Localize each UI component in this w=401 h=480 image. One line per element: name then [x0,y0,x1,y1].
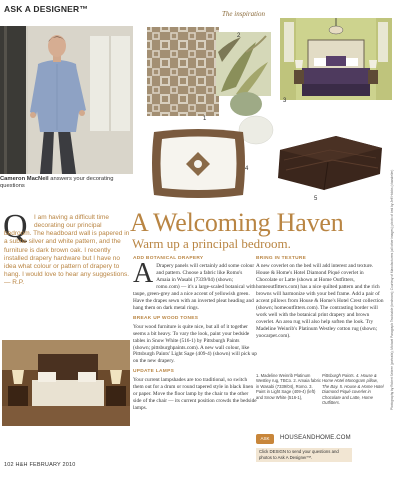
designer-portrait [0,26,133,174]
question-body: bedroom. The headboard wall is papered in a subtle silver and white pattern, and the furniture is dark brown oak. I recently installed drapery hardware but I have no idea what colour or pattern of drapery to hang. I would love to hear any suggestions. — R.P. [4,230,130,286]
website-link[interactable]: HOUSEANDHOME.COM [280,435,351,441]
rug-swatch-image [147,27,219,116]
image-number: 5 [314,196,318,202]
image-number: 4 [245,166,249,172]
section-heading: UPDATE LAMPS [133,369,175,375]
ask-link-row[interactable] [256,433,386,445]
section-heading: BRING IN TEXTURE [256,256,307,261]
monogram-pillow-image [150,126,247,201]
question-first-lines: I am having a difficult time decorating our principal [34,214,110,230]
image-number: 3 [283,98,287,104]
sources-list: 1. Madeline Weinrib Platinum Westley rug, TBCo. 2. Amaia fabric in Wasabi (7339/04), Romo. 3. Paint in Light Sage (409-4) (left) and Snow White (516-1), [256,373,322,400]
fabric-swatch-image [216,32,271,96]
question-initial: Q [3,208,28,245]
page-footer: 102 H&H FEBRUARY 2010 [4,462,76,468]
paragraph: A new coverlet on the bed will add interest and texture. House & Home's Hotel Diamond Piqué coverlet in Chocolate or Latte (shown at Home Outfitters, homeoutfitters.com) has a nice quilted pattern and the rich browns will harmonize with your bed frame. Add a pair of accent pillows from House & Home's Hotel Crest collection (shown; homeoutfitters.com). The contrasting border will work well with the botanical print drapery and brown coverlet. An area rug will also help soften the look. Try Madeline Weinrib's Platinum Westley cotton rug (shown; yoocarpet.com). [256,263,384,340]
ask-badge: ASK [256,434,274,444]
paragraph: Your current lampshades are too traditional, so switch them out for a drum or round tapered style in black linen or paper. Move the floor lamp by the chair to the other side of the chair — its current position crowds the bedside lamps. [133,376,257,411]
ask-instructions: Click DESIGN to send your questions and photos to Ask A Designer™. [256,448,352,462]
section-heading: ADD BOTANICAL DRAPERY [133,256,204,261]
designer-name: Cameron MacNeil [0,176,49,182]
paragraph: Drapery panels will certainly add some colour and pattern. Choose a fabric like Romo's Amaia in Wasabi (7339/04) (shown; romo.com) — it's a large-scaled botanical with taupe, green-grey and a nice accent of yellowish green. Have the drapes sewn with an inverted pleat heading and hang them on dark metal rings. [133,263,256,312]
answer-column-right [256,256,384,340]
image-number: 2 [237,33,241,39]
section-title: ASK A DESIGNER™ [4,4,89,14]
answer-initial: A [133,258,154,290]
bedroom-inspiration-photo [280,18,392,100]
photo-credit: Photography by Robert Sebree (portraits); Michael Paragraph Teachable (bedroom); Courtesy of Manufacturers (all other images); photo of bed by Jeff Hobbs (chandelier) [390,169,394,410]
reader-question [4,214,132,287]
article-headline: A Welcoming Haven [130,208,344,237]
sources-list-continued: Pittsburgh Paints. 4. House & Home Hotel Monogram pillow, The Bay. 5. House & Home Hotel Diamond Piqué coverlet in Chocolate and Latte, Home Outfitters. [322,373,384,406]
inspiration-label: The inspiration [222,10,265,18]
coverlet-image [276,130,384,192]
paragraph: Your wood furniture is quite nice, but all of it together seems a bit heavy. To vary the look, paint your bedside tables in Snow White (516-1) by Pittsburgh Paints (shown; pittsburghpaints.com). A new wall colour, like Pittsburgh Paints' Light Sage (409-4) (shown) will pick up on the new drapery. [133,323,257,365]
image-number: 1 [203,116,207,122]
portrait-caption [0,176,133,190]
answer-column-left [133,256,257,412]
article-subhead: Warm up a principal bedroom. [132,236,291,251]
caption-text: answers your decorating questions [0,176,114,190]
section-heading: BREAK UP WOOD TONES [133,316,199,322]
reader-bedroom-photo [2,340,130,426]
